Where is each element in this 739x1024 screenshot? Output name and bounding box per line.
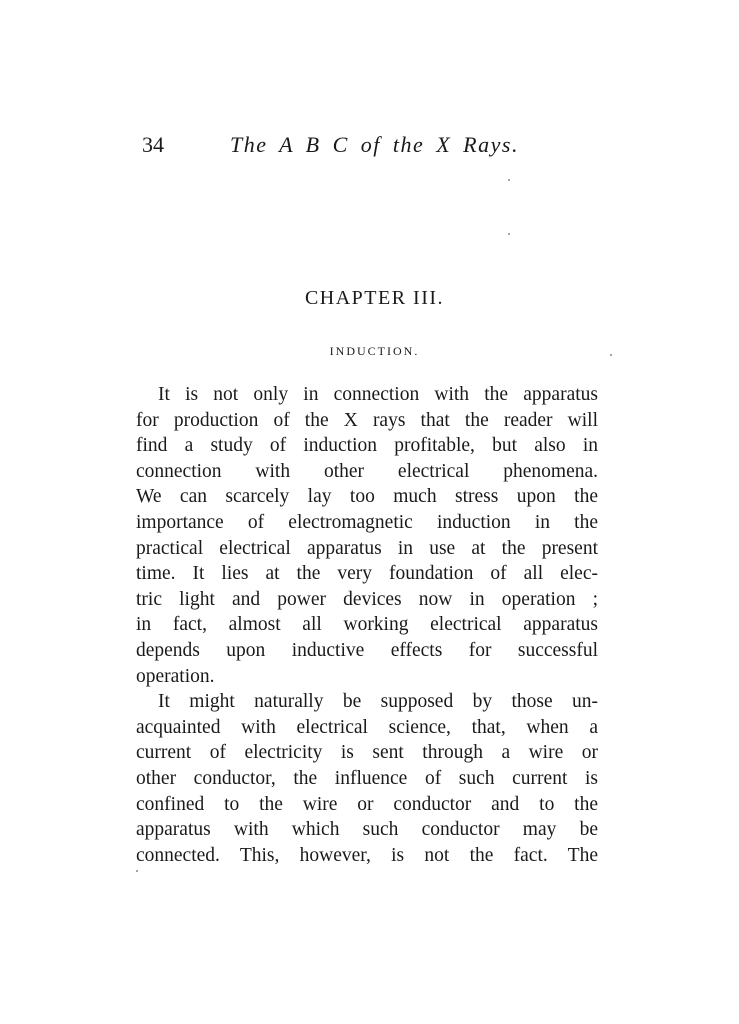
page-number: 34 xyxy=(142,132,164,157)
print-speck xyxy=(610,354,612,356)
text-line: current of electricity is sent through a wire or xyxy=(136,742,598,764)
print-speck xyxy=(136,870,138,872)
chapter-heading: CHAPTER III. xyxy=(304,287,445,309)
text-line: It is not only in connection with the apparatus xyxy=(158,384,598,405)
text-line: connection with other electrical phenomena. xyxy=(136,460,598,482)
text-line: confined to the wire or conductor and to the xyxy=(136,793,598,815)
paragraph-2 xyxy=(136,689,598,868)
text-line: time. It lies at the very foundation of all elec- xyxy=(136,563,598,585)
text-line: apparatus with which such conductor may be xyxy=(136,819,598,841)
print-speck xyxy=(508,179,510,181)
chapter-subheading: INDUCTION. xyxy=(329,344,420,358)
running-title: The A B C of the X Rays. xyxy=(230,132,519,157)
running-head xyxy=(142,132,522,162)
text-line: operation. xyxy=(136,665,215,687)
text-line: We can scarcely lay too much stress upon the xyxy=(136,486,598,508)
text-line: other conductor, the influence of such current is xyxy=(136,767,598,789)
text-line: find a study of induction profitable, but also in xyxy=(136,435,598,457)
paragraph-1 xyxy=(136,382,598,689)
text-line: acquainted with electrical science, that, when a xyxy=(136,716,598,738)
text-line: for production of the X rays that the reader will xyxy=(136,409,598,431)
text-line: in fact, almost all working electrical apparatus xyxy=(136,614,598,636)
text-line: tric light and power devices now in operation ; xyxy=(136,588,598,610)
text-line: importance of electromagnetic induction in the xyxy=(136,511,598,533)
print-speck xyxy=(508,233,510,235)
text-line: depends upon inductive effects for successful xyxy=(136,639,598,661)
text-line: connected. This, however, is not the fact. The xyxy=(136,844,598,866)
body-text xyxy=(136,382,598,868)
text-line: It might naturally be supposed by those un- xyxy=(158,691,598,713)
text-line: practical electrical apparatus in use at the present xyxy=(136,537,598,559)
